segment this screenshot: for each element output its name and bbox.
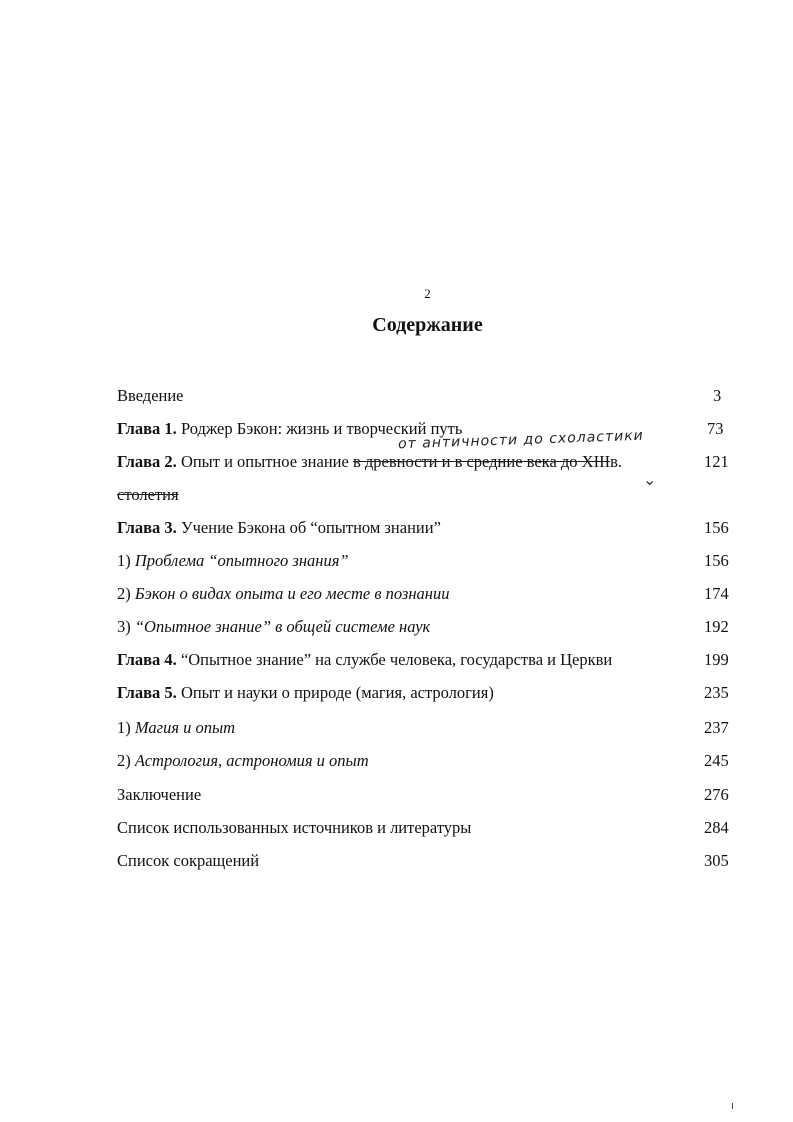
toc-label: Учение Бэкона об “опытном знании”: [176, 518, 441, 537]
toc-page-number: 305: [704, 851, 729, 870]
toc-section-number: 1): [117, 551, 135, 570]
toc-entry-section: [117, 615, 430, 639]
toc-label: Введение: [117, 386, 184, 405]
toc-label: Астрология, астрономия и опыт: [134, 751, 369, 770]
toc-label: Роджер Бэкон: жизнь и творческий путь: [176, 419, 463, 438]
toc-page-number: 199: [704, 650, 729, 669]
toc-page-number: 121: [704, 452, 729, 471]
toc-page-number: 237: [704, 718, 729, 737]
toc-section-number: 1): [117, 718, 135, 737]
toc-entry-chapter-5: [117, 681, 494, 705]
page-number: 2: [424, 286, 431, 301]
toc-label-suffix: в.: [610, 452, 622, 471]
toc-page-number: 174: [704, 584, 729, 603]
toc-section-number: 2): [117, 751, 135, 770]
toc-section-number: 3): [117, 617, 135, 636]
toc-page-number: 235: [704, 683, 729, 702]
toc-label: “Опытное знание” в общей системе наук: [134, 617, 431, 636]
scan-mark: [732, 1103, 733, 1109]
toc-section-number: 2): [117, 584, 135, 603]
toc-page-number: 3: [713, 386, 722, 405]
toc-label: Проблема “опытного знания”: [134, 551, 349, 570]
toc-entry-introduction: [117, 384, 184, 408]
toc-label: Магия и опыт: [134, 718, 236, 737]
toc-page-number: 156: [704, 518, 729, 537]
toc-entry-chapter-2-continuation: [117, 483, 179, 507]
struck-text: столетия: [117, 485, 179, 504]
toc-page-number: 276: [704, 785, 729, 804]
toc-label: “Опытное знание” на службе человека, государства и Церкви: [176, 650, 613, 669]
toc-entry-section: [117, 716, 235, 740]
handwritten-correction: от античности до схоластики: [397, 427, 645, 453]
toc-page-number: 192: [704, 617, 729, 636]
toc-page-number: 73: [707, 419, 724, 438]
insertion-mark: ⌄: [643, 472, 657, 489]
toc-page-number: 284: [704, 818, 729, 837]
struck-text: в древности и в средние века до XIII: [352, 452, 611, 471]
toc-chapter-label: Глава 5.: [117, 683, 177, 702]
toc-label: Опыт и опытное знание: [176, 452, 353, 471]
toc-entry-conclusion: [117, 783, 201, 807]
toc-entry-section: [117, 749, 369, 773]
toc-entry-chapter-3: [117, 516, 441, 540]
toc-chapter-label: Глава 4.: [117, 650, 177, 669]
toc-entry-section: [117, 582, 450, 606]
toc-chapter-label: Глава 2.: [117, 452, 177, 471]
toc-chapter-label: Глава 1.: [117, 419, 177, 438]
toc-entry-bibliography: [117, 816, 471, 840]
toc-chapter-label: Глава 3.: [117, 518, 177, 537]
toc-entry-abbreviations: [117, 849, 259, 873]
toc-entry-chapter-2: [117, 450, 622, 474]
toc-label: Заключение: [117, 785, 202, 804]
toc-label: Список использованных источников и литературы: [117, 818, 472, 837]
toc-entry-chapter-4: [117, 648, 612, 672]
toc-entry-section: [117, 549, 349, 573]
toc-label: Бэкон о видах опыта и его месте в познании: [134, 584, 450, 603]
toc-page-number: 245: [704, 751, 729, 770]
toc-label: Опыт и науки о природе (магия, астрология): [176, 683, 494, 702]
toc-label: Список сокращений: [117, 851, 260, 870]
toc-page-number: 156: [704, 551, 729, 570]
page-title: Содержание: [372, 314, 483, 336]
